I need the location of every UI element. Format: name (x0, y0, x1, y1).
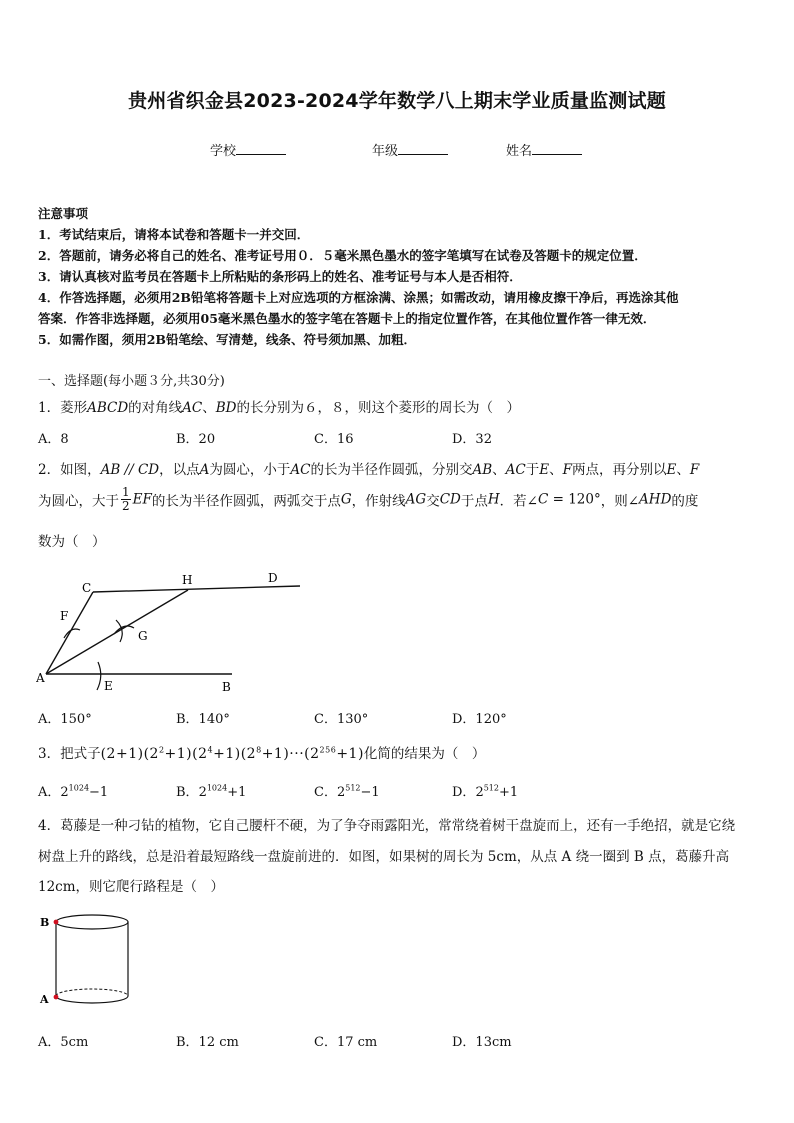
name-field[interactable] (506, 140, 582, 159)
question-4-line-1: 4．葛藤是一种刁钻的植物，它自己腰杆不硬，为了争夺雨露阳光，常常绕着树干盘旋而上，还有一手绝招，就是它绕 (38, 818, 736, 834)
grade-label: 年级 (372, 144, 399, 159)
option-d: D．13cm (452, 1035, 512, 1050)
fraction-half: $\frac{1}{2}$ (122, 485, 130, 513)
label-c: C (82, 581, 92, 595)
page-title: 贵州省织金县2023-2024学年数学八上期末学业质量监测试题 (128, 90, 666, 112)
label-g: G (138, 629, 148, 643)
option-c: C．$2^{512}-1$ (314, 783, 380, 800)
option-d: D．$2^{512}+1$ (452, 783, 519, 800)
question-4-line-3: 12cm，则它爬行路程是（ ） (38, 879, 225, 895)
option-a: A．5cm (38, 1035, 89, 1050)
cylinder-bottom-front (56, 996, 128, 1003)
notice-item: 1．考试结束后，请将本试卷和答题卡一并交回． (38, 227, 310, 242)
option-a: A．$2^{1024}-1$ (38, 783, 109, 800)
label-e: E (104, 679, 113, 693)
option-c: C．16 (314, 432, 354, 447)
option-c: C．130° (314, 712, 369, 727)
label-a: A (40, 993, 49, 1006)
name-label: 姓名 (506, 144, 533, 159)
option-c: C．17 cm (314, 1035, 378, 1050)
cylinder-figure (36, 908, 136, 1010)
label-a: A (36, 671, 45, 685)
label-h: H (182, 573, 193, 587)
expression: $(2+1)(2^2+1)(2^4+1)(2^8+1)\cdot\cdot\cdot(2^{256}+1)$ (100, 745, 364, 762)
question-2-line-3: 数为（ ） (38, 534, 106, 550)
option-a: A．150° (38, 712, 92, 727)
label-f: F (60, 609, 69, 623)
notice-item: 2．答题前，请务必将自己的姓名、准考证号用０．５毫米黑色墨水的签字笔填写在试卷及答题卡的规定位置． (38, 248, 647, 263)
geometry-figure (36, 568, 308, 698)
option-d: D．32 (452, 432, 492, 447)
point-a (54, 995, 59, 1000)
option-b: B．20 (176, 432, 216, 447)
section-heading: 一、选择题(每小题３分,共30分) (38, 374, 225, 389)
label-b: B (40, 916, 50, 929)
arc-f (64, 629, 80, 638)
notice-item: 5．如需作图，须用2B铅笔绘、写清楚，线条、符号须加黑、加粗． (38, 332, 416, 347)
question-4-line-2: 树盘上升的路线，总是沿着最短路线一盘旋前进的．如图，如果树的周长为 5cm，从点 A 绕一圈到 B 点，葛藤升高 (38, 849, 730, 865)
cylinder-top (56, 915, 128, 929)
arc-e (97, 662, 101, 690)
question-2-line-2: 为圆心，大于 $\frac{1}{2}$ EF的长为半径作圆弧，两弧交于点G，作射线AG交CD于点H．若∠C = 120°，则∠AHD的度 (38, 485, 699, 513)
option-d: D．120° (452, 712, 507, 727)
notice-item: 答案．作答非选择题，必须用05毫米黑色墨水的签字笔在答题卡上的指定位置作答，在其他位置作答一律无效． (38, 311, 656, 326)
notice-item: 4．作答选择题，必须用2B铅笔将答题卡上对应选项的方框涂满、涂黑；如需改动，请用橡皮擦干净后，再选涂其他 (38, 290, 679, 305)
label-d: D (268, 571, 278, 585)
line-cd (93, 586, 300, 592)
question-3: 3．把式子$(2+1)(2^2+1)(2^4+1)(2^8+1)\cdot\cdot\cdot(2^{256}+1)$化简的结果为（ ） (38, 745, 486, 762)
notice-heading: 注意事项 (38, 206, 89, 221)
option-b: B．12 cm (176, 1035, 239, 1050)
school-label: 学校 (210, 144, 237, 159)
option-b: B．$2^{1024}+1$ (176, 783, 247, 800)
school-field[interactable] (210, 140, 286, 159)
cylinder-bottom-back (56, 989, 128, 996)
notice-item: 3．请认真核对监考员在答题卡上所粘贴的条形码上的姓名、准考证号与本人是否相符． (38, 269, 522, 284)
option-a: A．8 (38, 432, 69, 447)
question-2-line-1: 2．如图，AB // CD，以点A为圆心，小于AC的长为半径作圆弧，分别交AB、AC于E、F两点，再分别以E、F (38, 462, 700, 478)
question-1: 1．菱形ABCD的对角线AC、BD的长分别为６，８，则这个菱形的周长为（ ） (38, 400, 521, 416)
line-ac (46, 592, 93, 674)
option-b: B．140° (176, 712, 230, 727)
label-b: B (222, 680, 231, 694)
grade-field[interactable] (372, 140, 448, 159)
point-b (54, 920, 59, 925)
ray-ag (46, 590, 188, 674)
